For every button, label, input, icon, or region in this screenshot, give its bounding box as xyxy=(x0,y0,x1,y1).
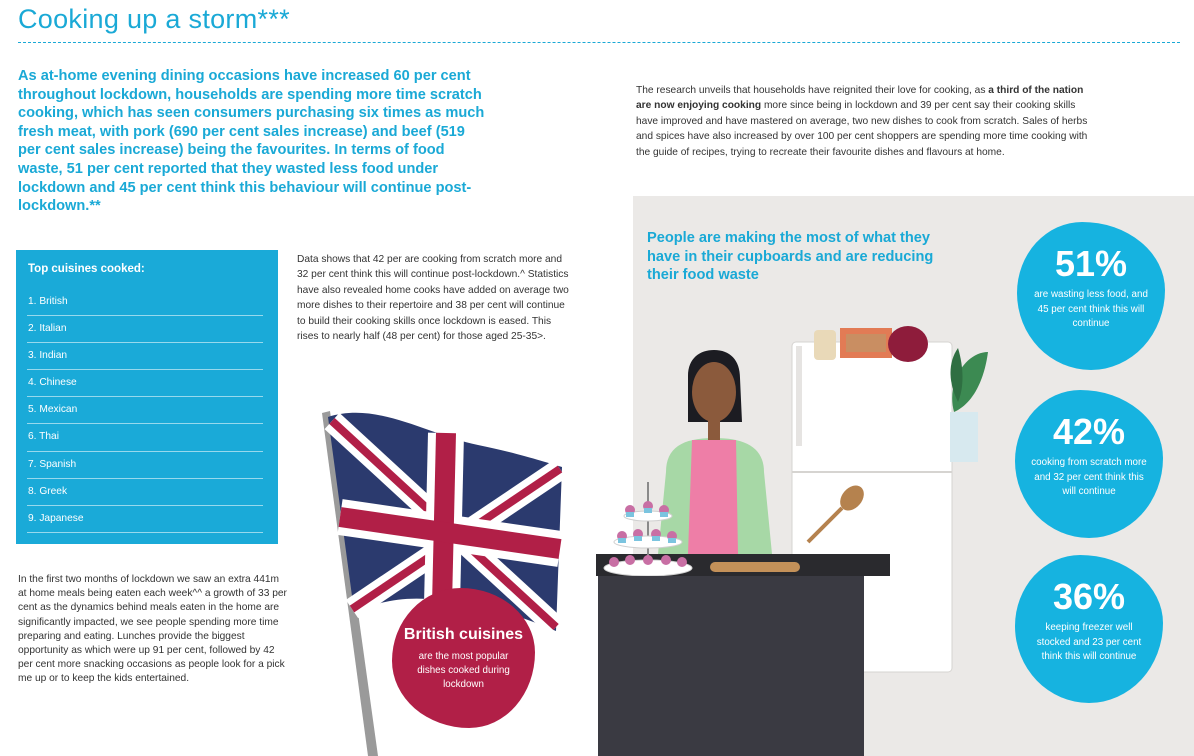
list-item: 5. Mexican xyxy=(27,397,263,424)
food-waste-heading: People are making the most of what they have in their cupboards and are reducing their food waste xyxy=(647,230,934,284)
list-item: 7. Spanish xyxy=(27,452,263,479)
stat-description: cooking from scratch more and 32 per cent think this will continue xyxy=(1031,457,1147,497)
list-item: 6. Thai xyxy=(27,424,263,451)
stat-value: 36% xyxy=(1052,576,1126,617)
top-cuisines-title: Top cuisines cooked: xyxy=(28,263,145,275)
lockdown-paragraph: In the first two months of lockdown we saw an extra 441m at home meals being eaten each week^^ a growth of 33 per cent as the dynamics behind meals eaten in the home are significantly impacted, we see people spending more time preparing and eating. Lunches provide the biggest opportunity as which were up 91 per cent, followed by 42 per cent more snacking occasions as people look for a pick me up or to keep the kids entertained. xyxy=(18,574,287,685)
research-text-1: The research unveils that households have reignited their love for cooking, as xyxy=(636,85,989,96)
research-text-2: more since being in lockdown and 39 per cent say their cooking skills have improved and have mastered on average, two new dishes to cook from scratch. Sales of herbs and spices have also increased by over 100 per cent shoppers are spending more time cooking with the guide of recipes, trying to recreate their favourite dishes and flavours at home. xyxy=(636,100,1088,158)
list-item: 9. Japanese xyxy=(27,506,263,533)
research-highlight: a third of the nation are now enjoying cooking xyxy=(636,85,1084,112)
stat-description: are wasting less food, and 45 per cent think this will continue xyxy=(1034,289,1148,329)
stat-value: 42% xyxy=(1052,411,1126,452)
list-item: 3. Indian xyxy=(27,343,263,370)
list-item: 1. British xyxy=(27,289,263,316)
list-item: 2. Italian xyxy=(27,316,263,343)
stat-value: 51% xyxy=(1054,243,1128,284)
british-cuisines-title: British cuisines xyxy=(403,626,524,643)
top-cuisines-list xyxy=(27,289,263,533)
list-item: 8. Greek xyxy=(27,479,263,506)
british-cuisines-badge xyxy=(392,588,535,728)
page-title: Cooking up a storm*** xyxy=(18,4,290,34)
british-cuisines-subtitle: are the most popular dishes cooked during lockdown xyxy=(417,651,510,690)
list-item: 4. Chinese xyxy=(27,370,263,397)
top-cuisines-panel xyxy=(16,250,278,544)
data-shows-paragraph: Data shows that 42 per are cooking from scratch more and 32 per cent think this will continue post-lockdown.^ Statistics have also revealed home cooks have added on average two more dishes to their repertoire and 38 per cent will continue to build their cooking skills once lockdown is eased. This rises to nearly half (48 per cent) for those aged 25-35>. xyxy=(297,254,569,343)
title-divider xyxy=(18,42,1180,43)
cupcake-stand-illustration xyxy=(600,476,696,576)
intro-paragraph: As at-home evening dining occasions have increased 60 per cent throughout lockdown, households are spending more time scratch cooking, which has seen consumers purchasing six times as much fresh meat, with pork (690 per cent sales increase) and beef (519 per cent sales increase) being the favourites. In terms of food waste, 51 per cent reported that they wasted less food under lockdown and 45 per cent think this behaviour will continue post-lockdown.** xyxy=(18,68,485,215)
stat-description: keeping freezer well stocked and 23 per cent think this will continue xyxy=(1036,622,1142,662)
research-paragraph xyxy=(636,83,1092,160)
